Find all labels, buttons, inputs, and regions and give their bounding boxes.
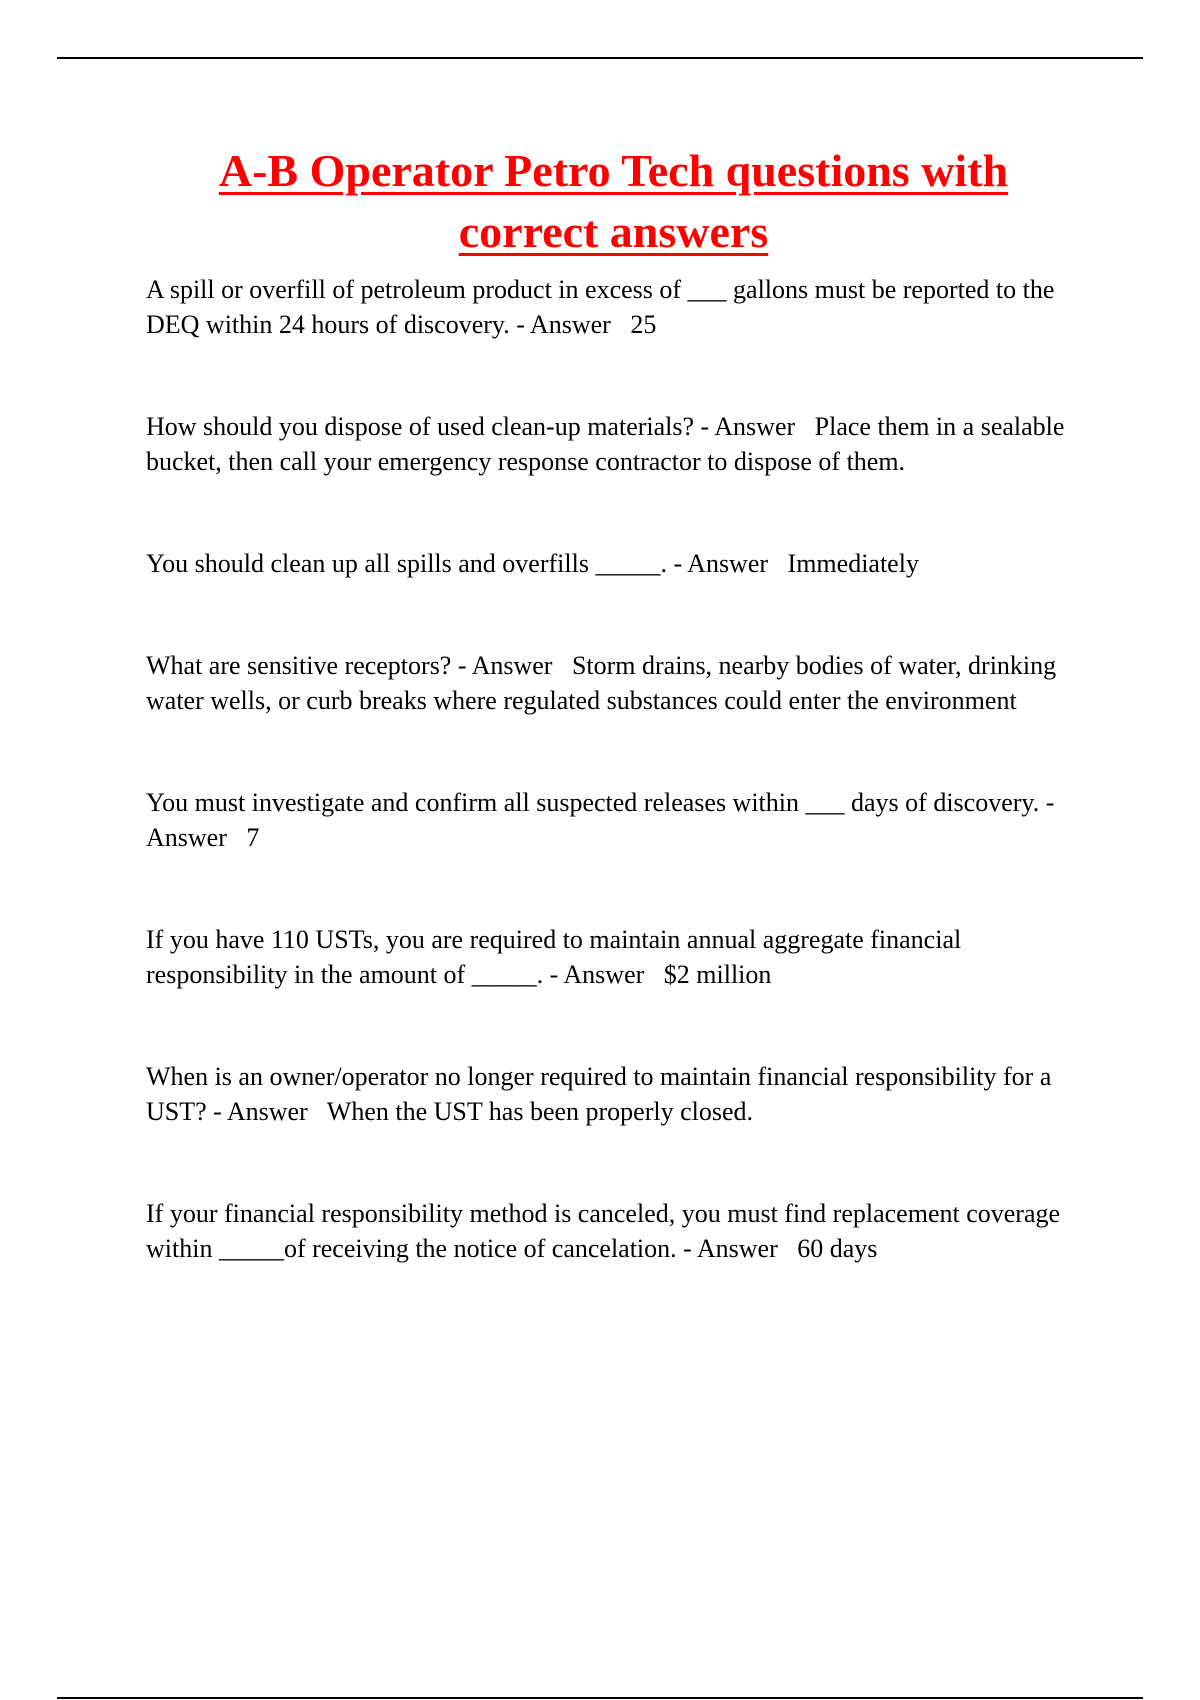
answer-text: Place them in a sealable bucket, then call your emergency response contractor to dispose of them. xyxy=(146,412,1065,476)
question-text: You must investigate and confirm all suspected releases within ___ days of discovery. - Answer xyxy=(146,788,1055,852)
qa-list xyxy=(146,272,1081,1266)
answer-text: Storm drains, nearby bodies of water, drinking water wells, or curb breaks where regulated substances could enter the environment xyxy=(146,651,1057,715)
answer-text: 60 days xyxy=(797,1234,878,1263)
answer-text: When the UST has been properly closed. xyxy=(326,1097,754,1126)
qa-item-4 xyxy=(146,648,1081,718)
top-rule xyxy=(57,57,1143,59)
question-text: If you have 110 USTs, you are required to maintain annual aggregate financial responsibility in the amount of _____. - Answer xyxy=(146,925,962,989)
qa-item-5 xyxy=(146,785,1081,855)
question-text: A spill or overfill of petroleum product in excess of ___ gallons must be reported to the DEQ within 24 hours of discovery. - Answer xyxy=(146,275,1055,339)
question-text: How should you dispose of used clean-up materials? - Answer xyxy=(146,412,796,441)
question-text: If your financial responsibility method is canceled, you must find replacement coverage within _____of receiving the notice of cancelation. - Answer xyxy=(146,1199,1061,1263)
qa-item-2 xyxy=(146,409,1081,479)
question-text: When is an owner/operator no longer required to maintain financial responsibility for a UST? - Answer xyxy=(146,1062,1052,1126)
answer-text: $2 million xyxy=(663,960,772,989)
answer-text: 25 xyxy=(630,310,657,339)
qa-item-3 xyxy=(146,546,1081,581)
qa-item-6 xyxy=(146,922,1081,992)
bottom-rule xyxy=(57,1697,1143,1699)
document-title: A-B Operator Petro Tech questions with correct answers xyxy=(218,145,1009,257)
document-body xyxy=(146,140,1081,1266)
qa-item-1 xyxy=(146,272,1081,342)
qa-item-7 xyxy=(146,1059,1081,1129)
question-text: What are sensitive receptors? - Answer xyxy=(146,651,553,680)
qa-item-8 xyxy=(146,1196,1081,1266)
answer-text: 7 xyxy=(246,823,260,852)
answer-text: Immediately xyxy=(787,549,919,578)
question-text: You should clean up all spills and overfills _____. - Answer xyxy=(146,549,769,578)
